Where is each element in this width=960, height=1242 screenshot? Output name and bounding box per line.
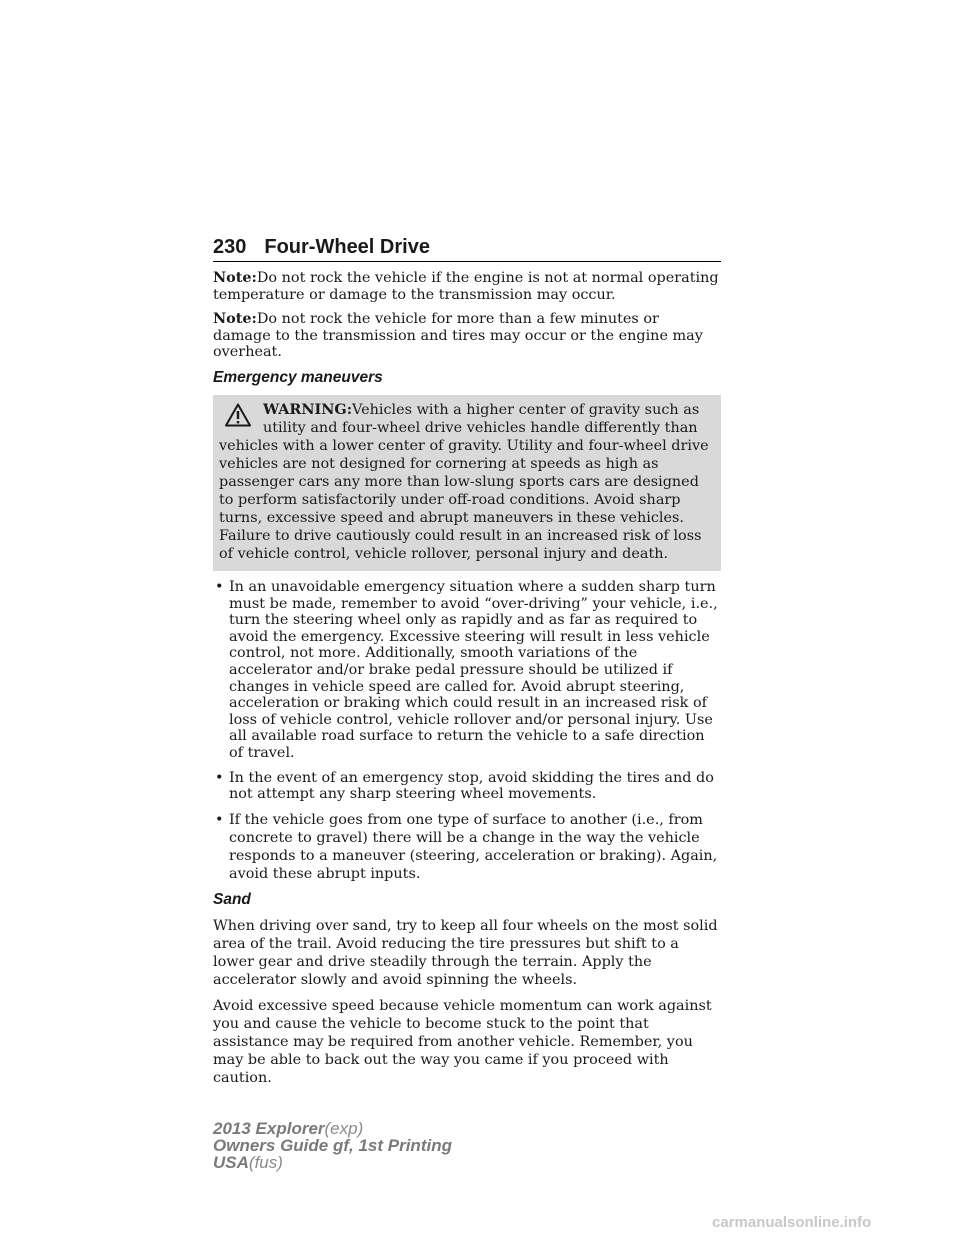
warning-first-line bbox=[263, 401, 713, 437]
emergency-bullet-list bbox=[213, 579, 721, 883]
page-content bbox=[213, 270, 721, 1087]
note-paragraph bbox=[213, 311, 721, 361]
page-number: 230 bbox=[213, 236, 247, 258]
emergency-heading: Emergency maneuvers bbox=[213, 368, 383, 386]
page-header bbox=[213, 236, 721, 262]
list-item: • If the vehicle goes from one type of surface to another (i.e., from concrete to gravel) there will be a change in the way the vehicle responds to a maneuver (steering, acceleration or braking). Again, avoid these abrupt inputs. bbox=[213, 811, 721, 883]
manual-page bbox=[213, 236, 721, 1095]
footer-line-model bbox=[213, 1120, 452, 1137]
footer-line-region bbox=[213, 1154, 452, 1171]
warning-text: vehicles with a lower center of gravity. Utility and four-wheel drive vehicles are not designed for cornering at speeds as high as passenger cars any more than low-slung sports cars are designed to perform satisfactorily under off-road conditions. Avoid sharp turns, excessive speed and abrupt maneuvers in these vehicles. Failure to drive cautiously could result in an increased risk of loss of vehicle control, vehicle rollover, personal injury and death. bbox=[219, 437, 709, 562]
footer-line-guide bbox=[213, 1137, 452, 1154]
note-paragraph bbox=[213, 270, 721, 303]
sand-paragraph: Avoid excessive speed because vehicle momentum can work against you and cause the vehicle to become stuck to the point that assistance may be required from another vehicle. Remember, you may be able to back out the way you came if you proceed with caution. bbox=[213, 997, 712, 1086]
footer-region-code: (fus) bbox=[248, 1153, 283, 1172]
warning-box bbox=[213, 395, 721, 571]
watermark: carmanualsonline.info bbox=[712, 1214, 872, 1231]
list-item: • In an unavoidable emergency situation where a sudden sharp turn must be made, remember to avoid “over-driving” your vehicle, i.e., turn the steering wheel only as rapidly and as far as required to avoid the emergency. Excessive steering will result in less vehicle control, not more. Additionally, smooth variations of the accelerator and/or brake pedal pressure should be utilized if changes in vehicle speed are called for. Avoid abrupt steering, acceleration or braking which could result in an increased risk of loss of vehicle control, vehicle rollover and/or personal injury. Use all available road surface to return the vehicle to a safe direction of travel. bbox=[213, 579, 721, 762]
footer-region: USA bbox=[213, 1153, 249, 1172]
section-title: Four-Wheel Drive bbox=[264, 236, 430, 258]
footer-guide: Owners Guide gf, 1st Printing bbox=[213, 1136, 452, 1155]
footer-model-code: (exp) bbox=[324, 1119, 364, 1138]
list-item: • In the event of an emergency stop, avoid skidding the tires and do not attempt any sharp steering wheel movements. bbox=[213, 770, 721, 803]
warning-triangle-icon bbox=[225, 403, 251, 432]
document-footer bbox=[213, 1120, 452, 1171]
sand-paragraph: When driving over sand, try to keep all four wheels on the most solid area of the trail. Avoid reducing the tire pressures but shift to a lower gear and drive steadily through the terrain. Apply the accelerator slowly and avoid spinning the wheels. bbox=[213, 917, 718, 988]
note-label: Note: bbox=[213, 269, 257, 286]
sand-heading: Sand bbox=[213, 890, 251, 908]
note-label: Note: bbox=[213, 310, 257, 328]
note-text: Do not rock the vehicle for more than a few minutes or damage to the transmission and tires may occur or the engine may overheat. bbox=[213, 311, 703, 361]
footer-model: 2013 Explorer bbox=[213, 1119, 325, 1138]
note-text: Do not rock the vehicle if the engine is not at normal operating temperature or damage to the transmission may occur. bbox=[213, 270, 719, 303]
warning-first-text: Vehicles with a higher center of gravity such as utility and four-wheel drive vehicles handle differently than bbox=[263, 401, 700, 436]
warning-label: WARNING: bbox=[263, 400, 353, 418]
